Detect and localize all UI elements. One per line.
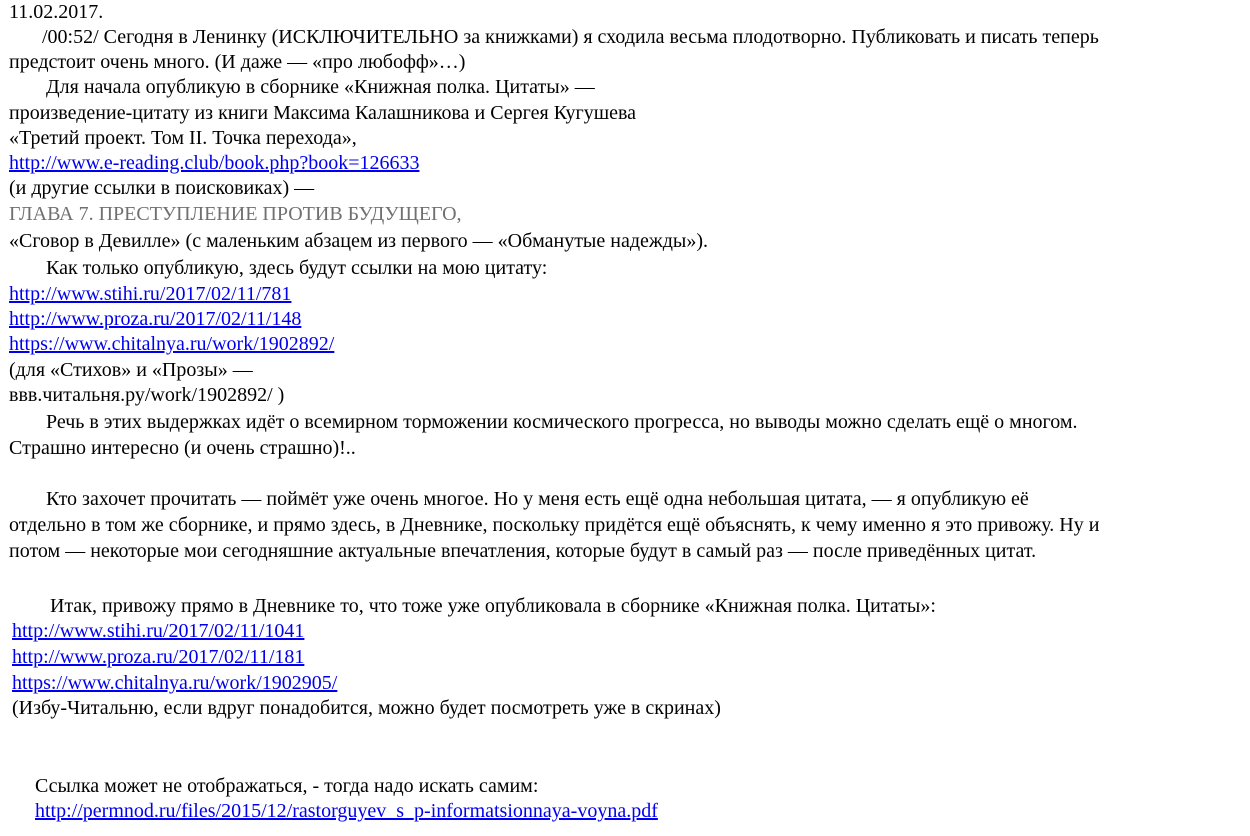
- entry-date: 11.02.2017.: [9, 1, 104, 23]
- paragraph-line: (и другие ссылки в поисковиках) —: [9, 177, 315, 199]
- link-proza-181[interactable]: http://www.proza.ru/2017/02/11/181: [12, 646, 305, 668]
- link-ereading[interactable]: http://www.e-reading.club/book.php?book=126633: [9, 152, 420, 174]
- paragraph-line: предстоит очень много. (И даже — «про любофф»…): [9, 51, 466, 73]
- link-proza-148[interactable]: http://www.proza.ru/2017/02/11/148: [9, 308, 302, 330]
- paragraph-line: Кто захочет прочитать — поймёт уже очень многое. Но у меня есть ещё одна небольшая цитата, — я опубликую её: [46, 488, 1029, 510]
- link-chitalnya-1902905[interactable]: https://www.chitalnya.ru/work/1902905/: [12, 672, 338, 694]
- link-stihi-1041[interactable]: http://www.stihi.ru/2017/02/11/1041: [12, 620, 305, 642]
- paragraph-line: «Сговор в Девилле» (с маленьким абзацем из первого — «Обманутые надежды»).: [9, 230, 708, 252]
- paragraph-line: отдельно в том же сборнике, и прямо здесь, в Дневнике, поскольку придётся ещё объяснять, к чему именно я это привожу. Ну и: [9, 514, 1100, 536]
- paragraph-line: (Избу-Читальню, если вдруг понадобится, можно будет посмотреть уже в скринах): [12, 697, 721, 719]
- link-stihi-781[interactable]: http://www.stihi.ru/2017/02/11/781: [9, 283, 292, 305]
- paragraph-line: Ссылка может не отображаться, - тогда надо искать самим:: [35, 775, 539, 797]
- paragraph-line: потом — некоторые мои сегодняшние актуальные впечатления, которые будут в самый раз — после приведённых цитат.: [9, 540, 1037, 562]
- paragraph-line: /00:52/ Сегодня в Ленинку (ИСКЛЮЧИТЕЛЬНО за книжками) я сходила весьма плодотворно. Публиковать и писать теперь: [42, 26, 1099, 48]
- paragraph-line: Речь в этих выдержках идёт о всемирном торможении космического прогресса, но выводы можно сделать ещё о многом.: [46, 411, 1078, 433]
- chapter-heading: ГЛАВА 7. ПРЕСТУПЛЕНИЕ ПРОТИВ БУДУЩЕГО,: [9, 203, 462, 225]
- paragraph-line: произведение-цитату из книги Максима Калашникова и Сергея Кугушева: [9, 102, 637, 124]
- paragraph-line: Страшно интересно (и очень страшно)!..: [9, 437, 356, 459]
- paragraph-line: ввв.читальня.ру/work/1902892/ ): [9, 384, 285, 406]
- paragraph-line: Итак, привожу прямо в Дневнике то, что тоже уже опубликовала в сборнике «Книжная полка. Цитаты»:: [50, 595, 936, 617]
- paragraph-line: Для начала опубликую в сборнике «Книжная полка. Цитаты» —: [46, 76, 595, 98]
- paragraph-line: (для «Стихов» и «Прозы» —: [9, 359, 253, 381]
- link-permnod-pdf[interactable]: http://permnod.ru/files/2015/12/rastorguyev_s_p-informatsionnaya-voyna.pdf: [35, 800, 658, 822]
- link-chitalnya-1902892[interactable]: https://www.chitalnya.ru/work/1902892/: [9, 333, 335, 355]
- paragraph-line: «Третий проект. Том II. Точка перехода»,: [9, 127, 357, 149]
- paragraph-line: Как только опубликую, здесь будут ссылки на мою цитату:: [46, 257, 548, 279]
